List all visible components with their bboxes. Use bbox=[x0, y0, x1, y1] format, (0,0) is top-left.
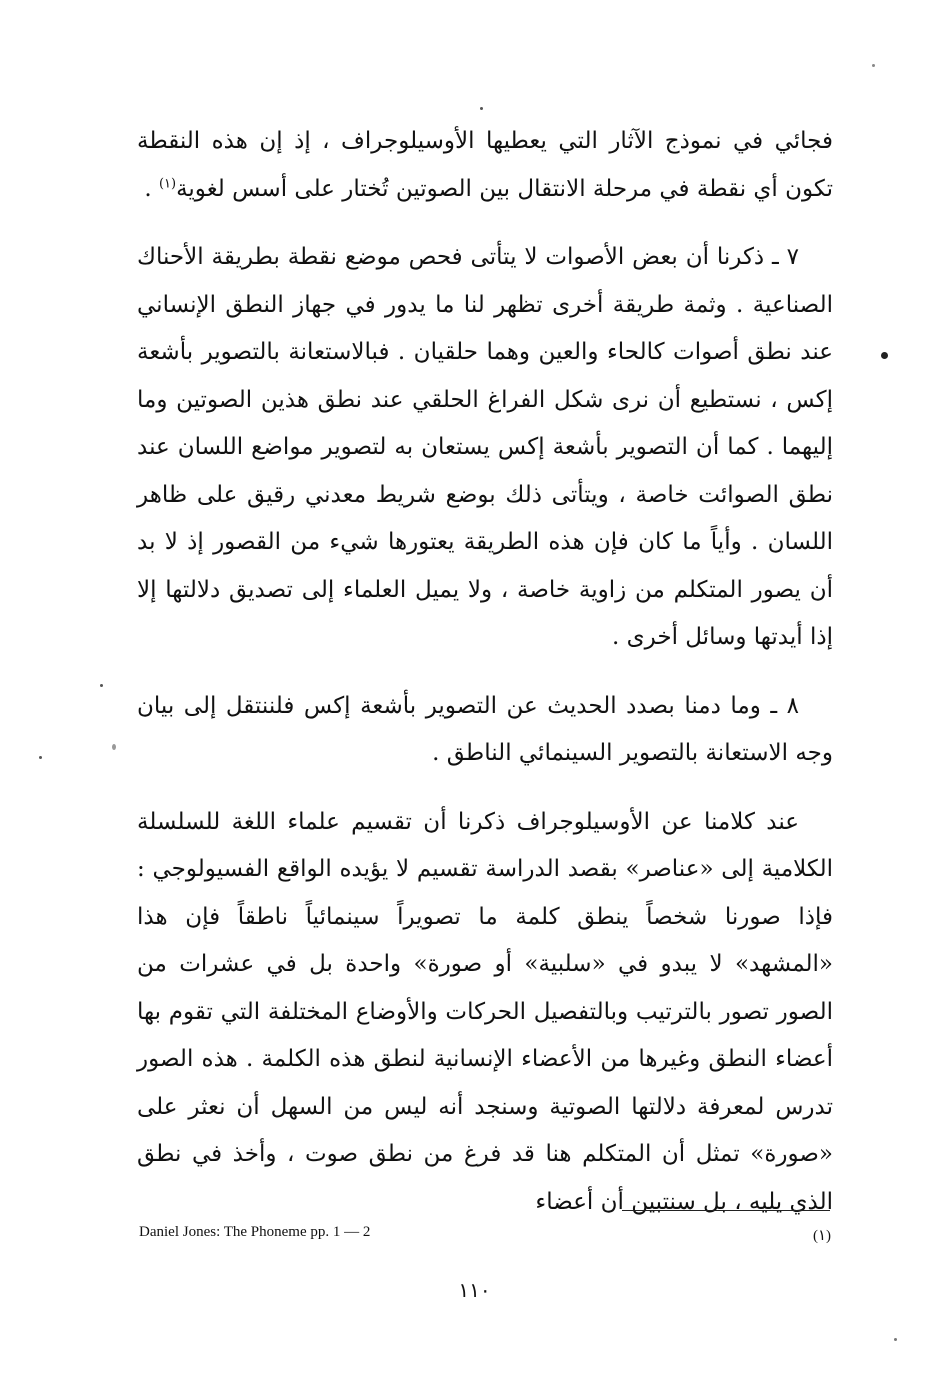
text-line: إذ لا بد أن يصور المتكلم من زاوية خاصة ، ولا يميل العلماء إلى تصديق bbox=[137, 529, 833, 603]
scan-speck bbox=[39, 756, 42, 759]
footnote-divider bbox=[622, 1210, 830, 1211]
text-line: اللسان عند نطق الصوائت خاصة ، ويتأتى ذلك بوضع شريط معدني رقيق bbox=[137, 434, 834, 508]
paragraph-3 bbox=[137, 683, 833, 778]
text-line: هنا قد فرغ من نطق صوت ، وأخذ في نطق الذي يليه ، بل سنتبين أن أعضاء bbox=[137, 1141, 833, 1215]
text-line: من الأعضاء الإنسانية لنطق هذه الكلمة . هذه الصور تدرس لمعرفة دلالتها bbox=[137, 1046, 833, 1120]
text-line: ٧ ـ ذكرنا أن بعض الأصوات لا يتأتى فحص موضع نقطة بطريقة bbox=[211, 244, 799, 270]
paragraph-1 bbox=[137, 118, 833, 213]
text-line: الإنساني عند نطق أصوات كالحاء والعين وهما حلقيان . فبالاستعانة bbox=[137, 291, 834, 365]
text-line: على ظاهر اللسان . وأياً ما كان فإن هذه الطريقة يعتورها شيء من القصور bbox=[137, 481, 833, 555]
text-line: دلالتها إلا إذا أيدتها وسائل أخرى . bbox=[137, 576, 833, 650]
body-text bbox=[137, 118, 833, 1226]
scan-speck bbox=[480, 107, 483, 110]
text-line: وبالتفصيل الحركات والأوضاع المختلفة التي تقوم بها أعضاء النطق وغيرها bbox=[137, 998, 833, 1072]
text-line: أي نقطة في مرحلة الانتقال بين الصوتين تُختار على أسس لغوية bbox=[176, 175, 778, 202]
text-line: الأحناك الصناعية . وثمة طريقة أخرى تظهر لنا ما يدور في جهاز النطق bbox=[137, 244, 834, 318]
scan-speck bbox=[872, 64, 875, 67]
paragraph-4 bbox=[137, 799, 833, 1227]
footnote-reference: (١) bbox=[158, 175, 177, 191]
text-line: الكلامية إلى «عناصر» بقصد الدراسة تقسيم لا يؤيده الواقع الفسيولوجي : bbox=[137, 856, 833, 882]
text-line: بالتصوير بأشعة إكس ، نستطيع أن نرى شكل الفراغ الحلقي عند نطق هذين bbox=[137, 339, 834, 413]
text-line: وجه الاستعانة بالتصوير السينمائي الناطق . bbox=[432, 740, 833, 766]
scan-speck bbox=[112, 744, 116, 750]
text-line: فإذا صورنا شخصاً ينطق كلمة ما تصويراً سينمائياً ناطقاً فإن هذا «المشهد» لا bbox=[137, 903, 834, 977]
page-number: ١١٠ bbox=[458, 1278, 491, 1302]
footnote bbox=[137, 1224, 833, 1248]
footnote-marker: (١) bbox=[812, 1228, 831, 1244]
scan-speck bbox=[894, 1338, 897, 1341]
paragraph-2 bbox=[137, 234, 833, 662]
text-line: عند كلامنا عن الأوسيلوجراف ذكرنا أن تقسيم علماء اللغة للسلسلة bbox=[137, 808, 799, 835]
text-line: ٨ ـ وما دمنا بصدد الحديث عن التصوير بأشعة إكس فلننتقل إلى بيان bbox=[137, 692, 799, 719]
text-line: الصوتين وما إليهما . كما أن التصوير بأشعة إكس يستعان به لتصوير مواضع bbox=[137, 386, 833, 460]
text-line: يبدو في «سلبية» أو صورة» واحدة بل في عشرات من الصور تصور بالترتيب bbox=[137, 951, 833, 1025]
text-line: فجائي في نموذج الآثار التي يعطيها الأوسيلوجراف ، إذ إن هذه النقطة تكون bbox=[137, 128, 833, 202]
scan-speck bbox=[881, 352, 888, 359]
scan-speck bbox=[100, 684, 103, 687]
footnote-text: Daniel Jones: The Phoneme pp. 1 — 2 bbox=[139, 1224, 371, 1240]
text-line-end: . bbox=[144, 175, 159, 202]
text-line: الصوتية وسنجد أنه ليس من السهل أن نعثر على «صورة» تمثل أن المتكلم bbox=[137, 1093, 834, 1167]
